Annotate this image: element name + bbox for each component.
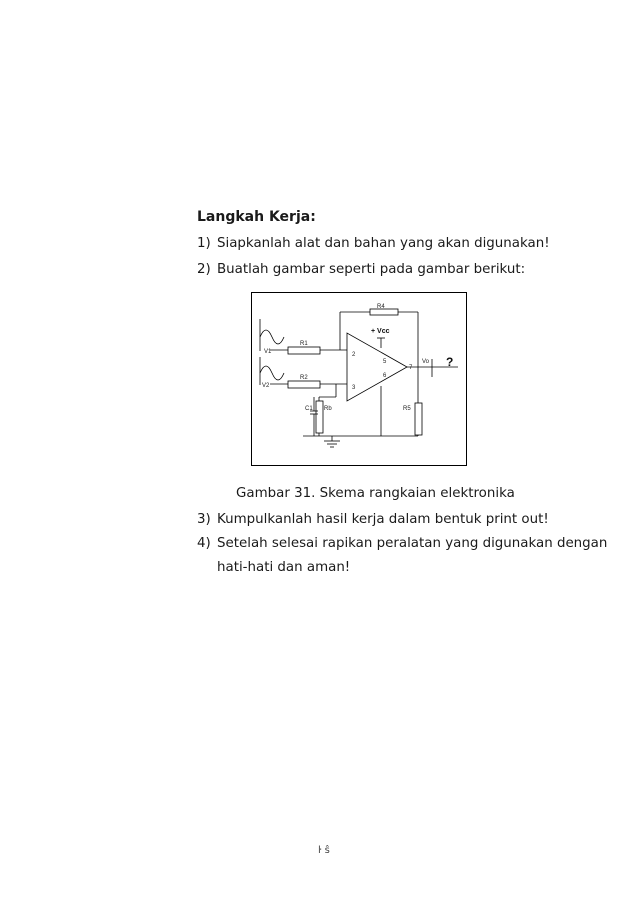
step-4-continuation: hati-hati dan aman! [217, 560, 351, 575]
step-1 [197, 236, 550, 251]
step-number: 2) [197, 262, 211, 277]
step-number: 1) [197, 236, 211, 251]
label-v1: V1 [264, 349, 272, 355]
step-text: Siapkanlah alat dan bahan yang akan digunakan! [217, 236, 550, 251]
label-c1: C1 [305, 406, 313, 412]
label-pin3: 3 [352, 385, 356, 391]
step-number: 3) [197, 512, 211, 527]
label-r2: R2 [300, 375, 308, 381]
resistor-r1 [288, 347, 320, 354]
op-amp-symbol [347, 333, 407, 401]
step-text: Buatlah gambar seperti pada gambar berikut: [217, 262, 526, 277]
figure-caption: Gambar 31. Skema rangkaian elektronika [236, 486, 515, 501]
v1-sine-wave [260, 330, 284, 344]
step-text: Setelah selesai rapikan peralatan yang digunakan dengan [217, 536, 608, 551]
circuit-schematic [252, 293, 468, 467]
label-unknown: ? [446, 355, 454, 369]
label-pin5: 5 [383, 359, 387, 365]
label-pin7: 7 [409, 365, 413, 371]
resistor-r5 [415, 403, 422, 435]
section-heading: Langkah Kerja: [197, 209, 316, 225]
label-r5: R5 [403, 406, 411, 412]
label-pin6: 6 [383, 373, 387, 379]
step-3 [197, 512, 549, 527]
circuit-diagram [251, 292, 467, 466]
label-pin2: 2 [352, 352, 356, 358]
label-rb: Rb [324, 406, 332, 412]
resistor-r2 [288, 381, 320, 388]
page-number: ŀ ŝ [318, 845, 330, 856]
step-2 [197, 262, 525, 277]
label-v2: V2 [262, 383, 270, 389]
label-r4: R4 [377, 304, 385, 310]
step-4 [197, 536, 607, 551]
label-r1: R1 [300, 341, 308, 347]
step-text: Kumpulkanlah hasil kerja dalam bentuk print out! [217, 512, 549, 527]
step-number: 4) [197, 536, 211, 551]
label-vcc: + Vcc [371, 328, 390, 335]
resistor-rb [316, 401, 323, 433]
label-vo: Vo [422, 359, 430, 365]
v2-sine-wave [260, 366, 284, 380]
